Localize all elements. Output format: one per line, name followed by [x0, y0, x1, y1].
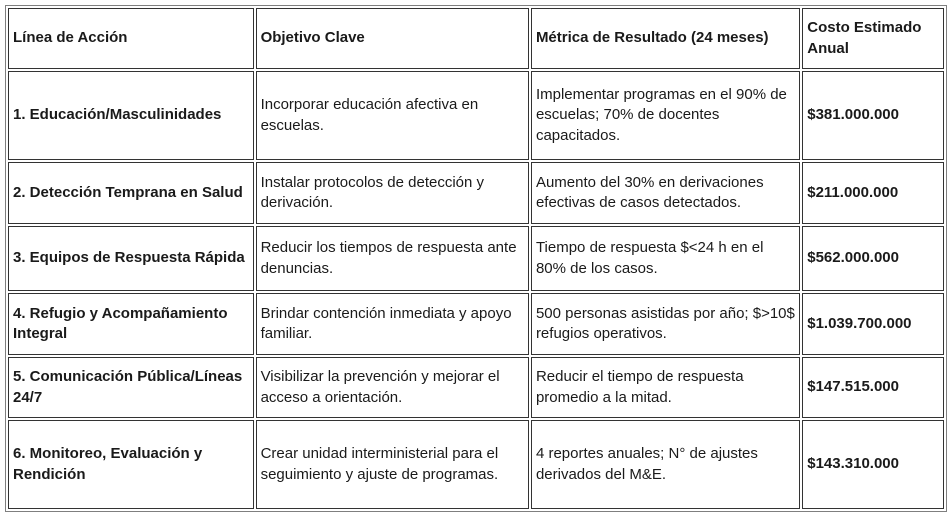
cell-metrica: Tiempo de respuesta $<24 h en el 80% de los casos.: [531, 226, 800, 291]
cell-linea-accion: 6. Monitoreo, Evaluación y Rendición: [8, 420, 254, 509]
cell-linea-accion: 3. Equipos de Respuesta Rápida: [8, 226, 254, 291]
cell-costo: $562.000.000: [802, 226, 944, 291]
cell-objetivo: Brindar contención inmediata y apoyo familiar.: [256, 293, 529, 355]
cell-objetivo: Instalar protocolos de detección y derivación.: [256, 162, 529, 224]
cell-costo: $211.000.000: [802, 162, 944, 224]
cell-metrica: 4 reportes anuales; N° de ajustes derivados del M&E.: [531, 420, 800, 509]
col-header-metrica-resultado: Métrica de Resultado (24 meses): [531, 8, 800, 69]
cell-metrica: Reducir el tiempo de respuesta promedio a la mitad.: [531, 357, 800, 418]
cell-costo: $1.039.700.000: [802, 293, 944, 355]
action-plan-table: [5, 5, 947, 512]
cell-linea-accion: 2. Detección Temprana en Salud: [8, 162, 254, 224]
cell-costo: $381.000.000: [802, 71, 944, 160]
cell-metrica: 500 personas asistidas por año; $>10$ refugios operativos.: [531, 293, 800, 355]
table-row: [8, 357, 944, 418]
cell-objetivo: Crear unidad interministerial para el seguimiento y ajuste de programas.: [256, 420, 529, 509]
table-row: [8, 162, 944, 224]
col-header-objetivo-clave: Objetivo Clave: [256, 8, 529, 69]
col-header-costo-estimado: Costo Estimado Anual: [802, 8, 944, 69]
cell-objetivo: Incorporar educación afectiva en escuelas.: [256, 71, 529, 160]
cell-costo: $147.515.000: [802, 357, 944, 418]
table-row: [8, 420, 944, 509]
cell-objetivo: Reducir los tiempos de respuesta ante denuncias.: [256, 226, 529, 291]
table-row: [8, 226, 944, 291]
cell-objetivo: Visibilizar la prevención y mejorar el acceso a orientación.: [256, 357, 529, 418]
table-row: [8, 293, 944, 355]
cell-metrica: Aumento del 30% en derivaciones efectivas de casos detectados.: [531, 162, 800, 224]
cell-metrica: Implementar programas en el 90% de escuelas; 70% de docentes capacitados.: [531, 71, 800, 160]
cell-linea-accion: 1. Educación/Masculinidades: [8, 71, 254, 160]
cell-linea-accion: 5. Comunicación Pública/Líneas 24/7: [8, 357, 254, 418]
table-header-row: [8, 8, 944, 69]
table-row: [8, 71, 944, 160]
col-header-linea-de-accion: Línea de Acción: [8, 8, 254, 69]
cell-costo: $143.310.000: [802, 420, 944, 509]
cell-linea-accion: 4. Refugio y Acompañamiento Integral: [8, 293, 254, 355]
